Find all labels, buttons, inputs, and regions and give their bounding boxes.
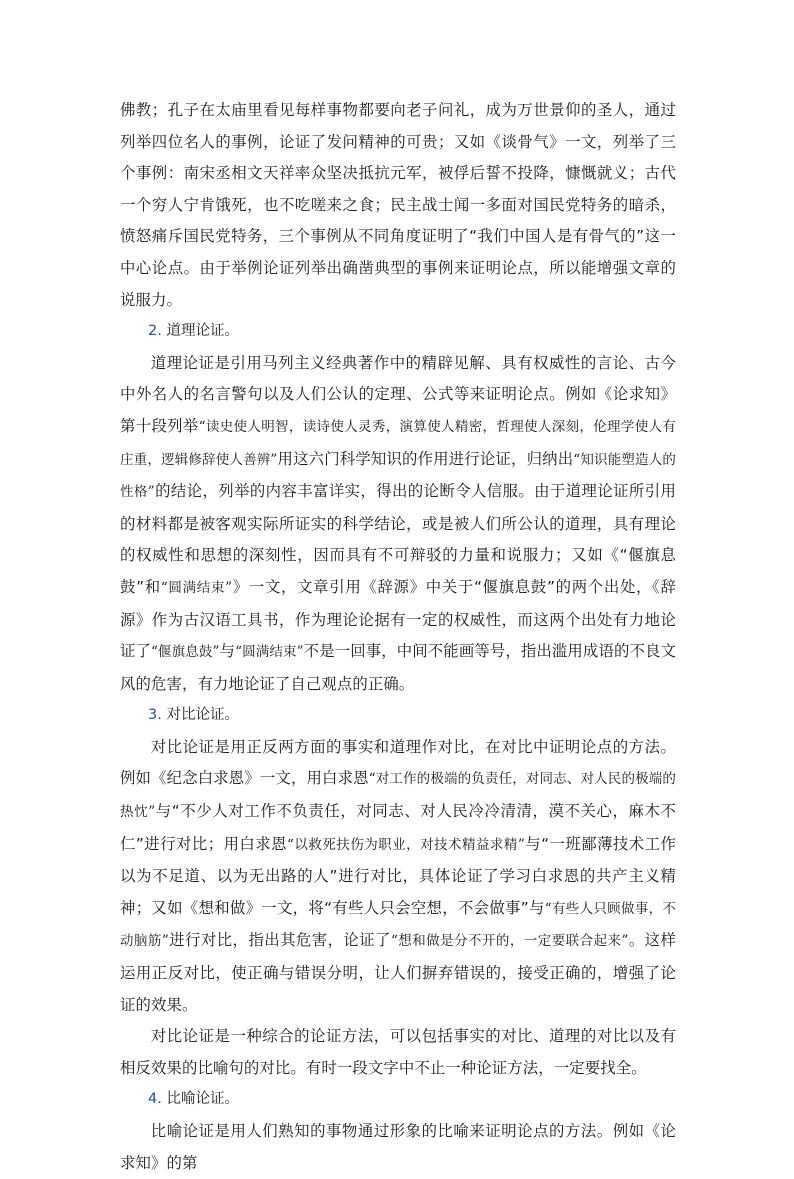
quote-segment: “想和做是分不开的，一定要联合起来”	[390, 933, 629, 950]
heading-number: 2.	[148, 323, 162, 340]
paragraph-contrast-note: 对比论证是一种综合的论证方法，可以包括事实的对比、道理的对比以及有相反效果的比喻句的对比。有时一段文字中不止一种论证方法，一定要找全。	[120, 1027, 676, 1077]
heading-contrast-argument	[120, 700, 676, 732]
quote-segment: “有些人只顾做事，不动脑筋”	[120, 900, 677, 950]
text-segment: 与“一班鄙薄技术工作以为不足道、以为无出路的人”进行对比，具体论证了学习白求恩的共产主义精神；又如《想和做》一文，将“有些人只会空想，不会做事”与	[120, 834, 676, 917]
quote-segment: “读史使人明智，读诗使人灵秀，演算使人精密，哲理使人深刻，伦理学使人有庄重，逻辑修辞使人善辨”	[120, 418, 676, 468]
quote-segment: “对工作的极端的负责任，对同志、对人民的极端的热忱”	[120, 771, 676, 821]
heading-metaphor-argument	[120, 1084, 676, 1116]
heading-label: 道理论证。	[166, 323, 239, 340]
paragraph-example-argument: 佛教；孔子在太庙里看见每样事物都要向老子问礼，成为万世景仰的圣人，通过列举四位名人的事例，论证了发问精神的可贵；又如《谈骨气》一文，列举了三个事例：南宋丞相文天祥率众坚决抵抗元军，被俘后誓不投降，慷慨就义；古代一个穷人宁肯饿死，也不吃嗟来之食；民主战士闻一多面对国民党特务的暗杀，愤怒痛斥国民党特务，三个事例从不同角度证明了“我们中国人是有骨气的”这一中心论点。由于举例论证列举出确凿典型的事例来证明论点，所以能增强文章的说服力。	[120, 101, 676, 309]
quote-segment: “以救死扶伤为职业，对技术精益求精”	[287, 836, 525, 853]
document-page	[120, 95, 676, 1179]
quote-segment: “圆满结束”	[235, 644, 304, 661]
heading-reasoning-argument	[120, 316, 676, 348]
text-segment: 对比论证是用正反两方面的事实和道理作对比，在对比中证明论点的方法。例如《纪念白求恩》一文，用白求恩	[120, 737, 676, 788]
text-segment: 。这样运用正反对比，使正确与错误分明，让人们摒弃错误的，接受正确的，增强了论证的效果。	[120, 931, 677, 1014]
paragraph-metaphor-argument: 比喻论证是用人们熟知的事物通过形象的比喻来证明论点的方法。例如《论求知》的第	[120, 1122, 676, 1172]
quote-segment: “知识能塑造人的性格”	[120, 451, 676, 501]
text-segment: 进行对比，指出其危害，论证了	[168, 931, 391, 950]
paragraph-reasoning-argument	[120, 348, 676, 701]
text-segment: 与	[219, 642, 236, 661]
heading-label: 对比论证。	[166, 707, 239, 724]
text-segment: 》一文，文章引用《辞源》中关于“偃旗息鼓”的两个出处，《辞源》作为古汉语工具书，作为理论论据有一定的权威性，而这两个出处有力地论证了	[120, 577, 676, 661]
paragraph-contrast-argument	[120, 732, 676, 1021]
text-segment: 道理论证是引用马列主义经典著作中的精辟见解、具有权威性的言论、古今中外名人的名言警句以及人们公认的定理、公式等来证明论点。例如《论求知》第十段列举	[120, 353, 676, 435]
heading-number: 3.	[148, 707, 162, 724]
text-segment: 与“不少人对工作不负责任，对同志、对人民冷冷清清，漠不关心，麻木不仁”进行对比；用白求恩	[120, 802, 676, 853]
heading-label: 比喻论证。	[166, 1091, 239, 1108]
text-segment: 用这六门科学知识的作用进行论证，归纳出	[277, 449, 574, 468]
text-segment: 的结论，列举的内容丰富详实，得出的论断令人信服。由于道理论证所引用的材料都是被客观实际所证实的科学结论，或是被人们所公认的道理，具有理论的权威性和思想的深刻性，因而具有不可辩驳的力量和说服力；又如《“偃旗息鼓”和	[120, 482, 676, 596]
quote-segment: “偃旗息鼓”	[151, 644, 220, 661]
text-segment: 不是一回事，中间不能画等号，指出滥用成语的不良文风的危害，有力地论证了自己观点的正确。	[120, 642, 676, 693]
quote-segment: “圆满结束”	[160, 579, 233, 596]
heading-number: 4.	[148, 1091, 162, 1108]
